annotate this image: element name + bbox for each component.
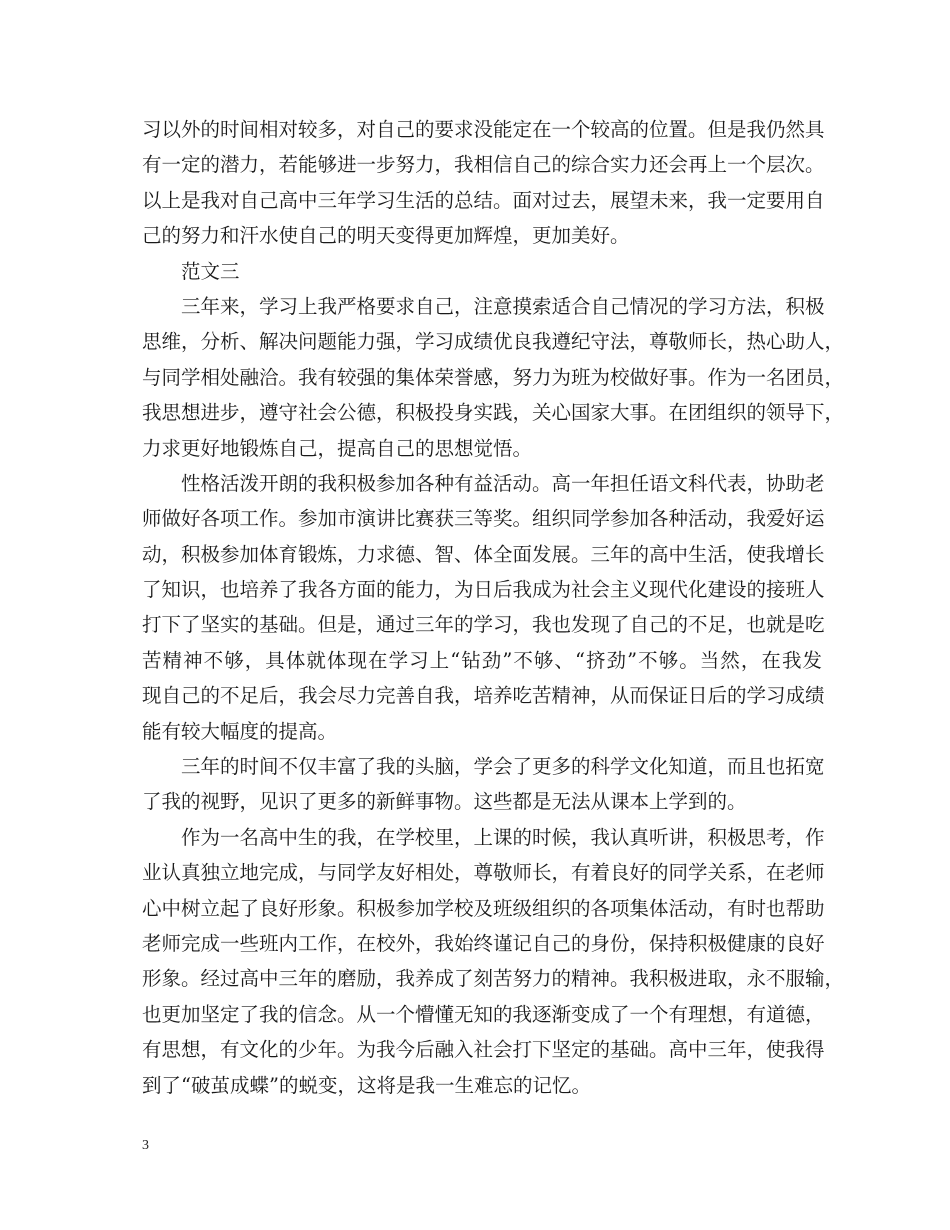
paragraph-first-line: 性格活泼开朗的我积极参加各种有益活动。高一年担任语文科代表，协助老 xyxy=(181,471,825,495)
paragraph-first-line: 三年的时间不仅丰富了我的头脑，学会了更多的科学文化知道，而且也拓宽 xyxy=(181,755,825,779)
text-line: 打下了坚实的基础。但是，通过三年的学习，我也发现了自己的不足，也就是吃 xyxy=(142,613,825,637)
paragraph-first-line: 作为一名高中生的我，在学校里，上课的时候，我认真听讲，积极思考，作 xyxy=(181,825,825,849)
text-line: 苦精神不够，具体就体现在学习上“钻劲”不够、“挤劲”不够。当然，在我发 xyxy=(142,648,822,672)
text-line: 己的努力和汗水使自己的明天变得更加辉煌，更加美好。 xyxy=(142,224,630,248)
text-line: 有思想，有文化的少年。为我今后融入社会打下坚定的基础。高中三年，使我得 xyxy=(142,1038,825,1062)
text-line: 了我的视野，见识了更多的新鲜事物。这些都是无法从课本上学到的。 xyxy=(142,790,747,814)
text-line: 我思想进步，遵守社会公德，积极投身实践，关心国家大事。在团组织的领导下， xyxy=(142,401,845,425)
text-line: 形象。经过高中三年的磨励，我养成了刻苦努力的精神。我积极进取，永不服输， xyxy=(142,967,845,991)
text-line: 了知识，也培养了我各方面的能力，为日后我成为社会主义现代化建设的接班人 xyxy=(142,578,825,602)
paragraph-first-line: 三年来，学习上我严格要求自己，注意摸索适合自己情况的学习方法，积极 xyxy=(181,294,825,318)
document-body xyxy=(142,112,845,1103)
text-line: 也更加坚定了我的信念。从一个懵懂无知的我逐渐变成了一个有理想，有道德， xyxy=(142,1002,825,1026)
text-line: 有一定的潜力，若能够进一步努力，我相信自己的综合实力还会再上一个层次。 xyxy=(142,153,825,177)
text-line: 能有较大幅度的提高。 xyxy=(142,719,338,743)
text-line: 习以外的时间相对较多，对自己的要求没能定在一个较高的位置。但是我仍然具 xyxy=(142,118,825,141)
text-line: 与同学相处融洽。我有较强的集体荣誉感，努力为班为校做好事。作为一名团员， xyxy=(142,365,845,389)
text-line: 到了“破茧成蝶”的蜕变，这将是我一生难忘的记忆。 xyxy=(142,1073,591,1097)
text-line: 现自己的不足后，我会尽力完善自我，培养吃苦精神，从而保证日后的学习成绩 xyxy=(142,684,825,708)
page-number: 3 xyxy=(142,1138,149,1153)
text-line: 心中树立起了良好形象。积极参加学校及班级组织的各项集体活动，有时也帮助 xyxy=(142,896,825,920)
text-line: 思维，分析、解决问题能力强，学习成绩优良我遵纪守法，尊敬师长，热心助人， xyxy=(142,330,845,354)
paragraph-first-line: 范文三 xyxy=(181,259,240,283)
text-line: 动，积极参加体育锻炼，力求德、智、体全面发展。三年的高中生活，使我增长 xyxy=(142,542,825,566)
text-line: 业认真独立地完成，与同学友好相处，尊敬师长，有着良好的同学关系，在老师 xyxy=(142,861,825,885)
text-line: 以上是我对自己高中三年学习生活的总结。面对过去，展望未来，我一定要用自 xyxy=(142,188,825,212)
text-line: 老师完成一些班内工作，在校外，我始终谨记自己的身份，保持积极健康的良好 xyxy=(142,931,825,955)
text-line: 力求更好地锻炼自己，提高自己的思想觉悟。 xyxy=(142,436,533,460)
text-line: 师做好各项工作。参加市演讲比赛获三等奖。组织同学参加各种活动，我爱好运 xyxy=(142,507,825,531)
